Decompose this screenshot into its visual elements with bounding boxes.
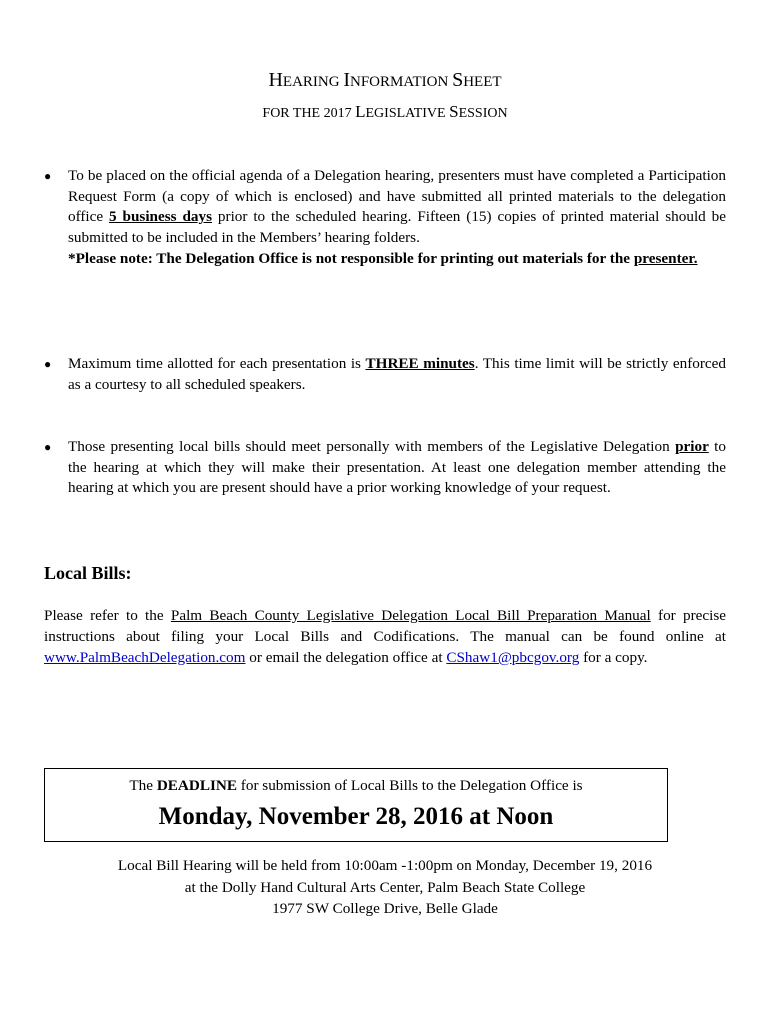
- manual-link[interactable]: Palm Beach County Legislative Delegation Local Bill Preparation Manual: [170, 607, 651, 624]
- hearing-address: 1977 SW College Drive, Belle Glade: [272, 900, 498, 917]
- local-bills-paragraph: Please refer to the Palm Beach County Legislative Delegation Local Bill Preparation Manual for precise instructions about filing your Local Bills and Codifications. The manual can be found online at www.PalmBeachDelegation.com or email the delegation office at CShaw1@pbcgov.org for a copy.: [44, 607, 726, 666]
- hearing-venue: at the Dolly Hand Cultural Arts Center, Palm Beach State College: [184, 878, 586, 896]
- bullet-item-submission: ● To be placed on the official agenda of a Delegation hearing, presenters must have completed a Participation Request Form (a copy of which is enclosed) and have submitted all printed materials to the delegation office 5 business days prior to the scheduled hearing. Fifteen (15) copies of printed material should be submitted to be included in the Members’ hearing folders. *Please note: The Delegation Office is not responsible for printing out materials for the presenter.: [44, 167, 727, 267]
- email-link[interactable]: CShaw1@pbcgov.org: [446, 649, 580, 666]
- bullet-dot-icon: ●: [44, 440, 52, 454]
- deadline-box: [44, 768, 668, 842]
- document-title: HEARING INFORMATION SHEET: [268, 69, 502, 91]
- document-subtitle: FOR THE 2017 LEGISLATIVE SESSION: [262, 102, 508, 121]
- hearing-details: [0, 855, 770, 920]
- website-link[interactable]: www.PalmBeachDelegation.com: [44, 649, 246, 666]
- deadline-date: Monday, November 28, 2016 at Noon: [158, 803, 554, 830]
- bullet-dot-icon: ●: [44, 169, 52, 183]
- hearing-time: Local Bill Hearing will be held from 10:00am -1:00pm on Monday, December 19, 2016: [117, 857, 653, 874]
- bullet-item-meet-members: ● Those presenting local bills should meet personally with members of the Legislative Delegation prior to the hearing at which they will make their presentation. At least one delegation member attending the hearing at which you are present should have a prior working knowledge of your request.: [44, 438, 726, 497]
- bullet-item-time-limit: ● Maximum time allotted for each presentation is THREE minutes. This time limit will be strictly enforced as a courtesy to all scheduled speakers.: [44, 355, 726, 393]
- bullet-dot-icon: ●: [44, 357, 52, 371]
- deadline-notice: The DEADLINE for submission of Local Bills to the Delegation Office is: [129, 777, 583, 794]
- local-bills-heading: Local Bills:: [44, 563, 132, 583]
